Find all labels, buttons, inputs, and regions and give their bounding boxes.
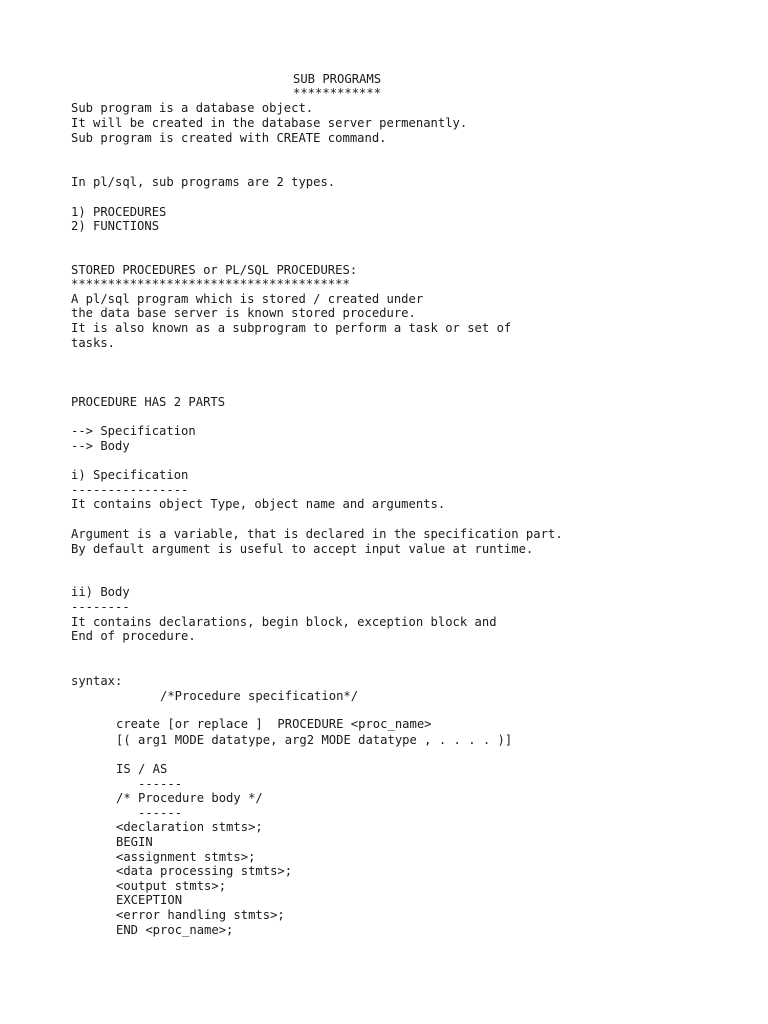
syntax-label: syntax: (71, 674, 123, 688)
intro-line-1: Sub program is a database object. (71, 101, 314, 115)
stored-text-line-1: A pl/sql program which is stored / created under (71, 292, 424, 306)
code-line: <data processing stmts>; (116, 864, 293, 878)
code-line: ------ (116, 777, 183, 791)
code-line: <assignment stmts>; (116, 850, 256, 864)
intro-line-3: Sub program is created with CREATE command. (71, 131, 387, 145)
stored-text-line-2: the data base server is known stored procedure. (71, 306, 416, 320)
stored-text-line-4: tasks. (71, 336, 116, 350)
type-item-functions: 2) FUNCTIONS (71, 219, 160, 233)
spec-underline: ---------------- (71, 483, 189, 497)
stored-heading: STORED PROCEDURES or PL/SQL PROCEDURES: (71, 263, 358, 277)
spec-heading: i) Specification (71, 468, 189, 482)
body-heading: ii) Body (71, 585, 130, 599)
code-line: ------ (116, 806, 183, 820)
syntax-comment: /*Procedure specification*/ (160, 689, 359, 703)
stored-underline: ************************************** (71, 277, 350, 291)
intro-line-2: It will be created in the database server permenantly. (71, 116, 468, 130)
body-text-line-2: End of procedure. (71, 629, 196, 643)
code-line: END <proc_name>; (116, 923, 234, 937)
spec-text: It contains object Type, object name and arguments. (71, 497, 446, 511)
body-underline: -------- (71, 600, 130, 614)
code-line: IS / AS (116, 762, 168, 776)
part-item-specification: --> Specification (71, 424, 196, 438)
code-line: <declaration stmts>; (116, 820, 263, 834)
code-line: <output stmts>; (116, 879, 227, 893)
arg-text-line-1: Argument is a variable, that is declared in the specification part. (71, 527, 563, 541)
code-line: <error handling stmts>; (116, 908, 285, 922)
code-line: /* Procedure body */ (116, 791, 263, 805)
code-line: [( arg1 MODE datatype, arg2 MODE datatype , . . . . )] (116, 733, 513, 747)
arg-text-line-2: By default argument is useful to accept input value at runtime. (71, 542, 534, 556)
code-line: BEGIN (116, 835, 153, 849)
code-line: EXCEPTION (116, 893, 183, 907)
title-underline: ************ (293, 86, 382, 100)
types-intro: In pl/sql, sub programs are 2 types. (71, 175, 336, 189)
part-item-body: --> Body (71, 439, 130, 453)
code-line: create [or replace ] PROCEDURE <proc_name> (116, 717, 432, 731)
body-text-line-1: It contains declarations, begin block, exception block and (71, 615, 497, 629)
type-item-procedures: 1) PROCEDURES (71, 205, 167, 219)
page-title: SUB PROGRAMS (293, 72, 382, 86)
stored-text-line-3: It is also known as a subprogram to perform a task or set of (71, 321, 512, 335)
parts-heading: PROCEDURE HAS 2 PARTS (71, 395, 226, 409)
